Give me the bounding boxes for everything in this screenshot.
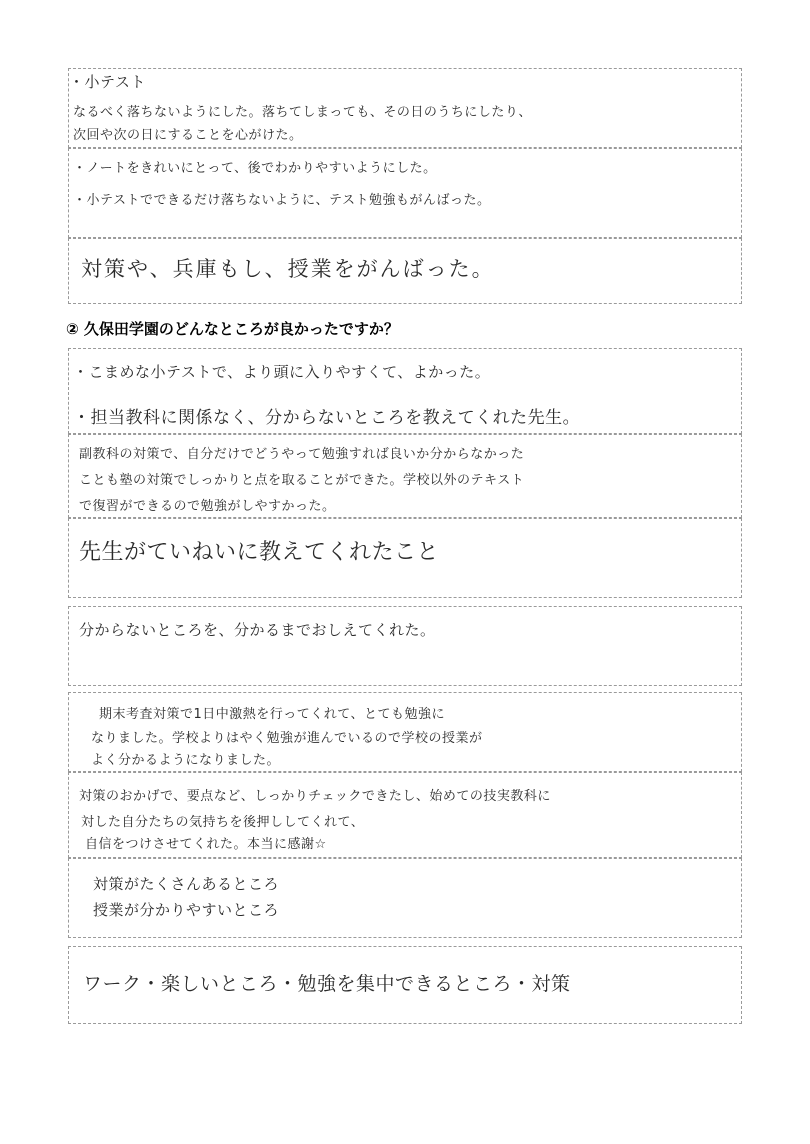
answer-box-6 — [68, 518, 742, 598]
answer-line: 期末考査対策で1日中激熱を行ってくれて、とても勉強に — [99, 707, 446, 722]
answer-box-11 — [68, 946, 742, 1024]
answer-line: なりました。学校よりはやく勉強が進んでいるので学校の授業が — [91, 731, 483, 746]
answer-line: 授業が分かりやすいところ — [93, 901, 280, 919]
answer-line: 対策や、兵庫もし、授業をがんばった。 — [81, 257, 495, 281]
answer-box-8 — [68, 692, 742, 772]
answer-line: 副教科の対策で、自分だけでどうやって勉強すれば良いか分からなかった — [79, 447, 525, 462]
answer-line: 対策のおかげで、要点など、しっかりチェックできたし、始めての技実教科に — [79, 789, 551, 804]
answer-line: 対策がたくさんあるところ — [93, 875, 280, 893]
answer-box-7 — [68, 606, 742, 686]
answer-line: ・担当教科に関係なく、分からないところを教えてくれた先生。 — [73, 408, 581, 428]
answer-box-2 — [68, 148, 742, 238]
answer-line: 対した自分たちの気持ちを後押ししてくれて、 — [81, 815, 365, 830]
answer-line: 分からないところを、分かるまでおしえてくれた。 — [79, 621, 436, 639]
answer-line: なるべく落ちないようにした。落ちてしまっても、その日のうちにしたり、 — [73, 105, 532, 120]
question-2-title: ② 久保田学園のどんなところが良かったですか？ — [66, 320, 399, 338]
answer-line: ・こまめな小テストで、より頭に入りやすくて、よかった。 — [73, 363, 491, 381]
answer-line: ワーク・楽しいところ・勉強を集中できるところ・対策 — [83, 973, 571, 995]
answer-box-5 — [68, 434, 742, 518]
answer-box-1 — [68, 68, 742, 148]
answer-line: 次回や次の日にすることを心がけた。 — [73, 128, 303, 143]
answer-line: 自信をつけさせてくれた。本当に感謝☆ — [85, 837, 327, 852]
answer-box-3 — [68, 238, 742, 304]
answer-box-4 — [68, 348, 742, 434]
answer-box-9 — [68, 772, 742, 858]
answer-box-10 — [68, 858, 742, 938]
answer-line: 先生がていねいに教えてくれたこと — [79, 540, 440, 565]
answer-line: よく分かるようになりました。 — [91, 753, 281, 768]
answer-heading: ・小テスト — [69, 73, 146, 91]
answer-line: で復習ができるので勉強がしやすかった。 — [79, 499, 336, 514]
answer-line: ことも塾の対策でしっかりと点を取ることができた。学校以外のテキスト — [79, 473, 525, 488]
answer-line: ・小テストでできるだけ落ちないように、テスト勉強もがんばった。 — [73, 193, 491, 208]
answer-line: ・ノートをきれいにとって、後でわかりやすいようにした。 — [73, 161, 437, 176]
